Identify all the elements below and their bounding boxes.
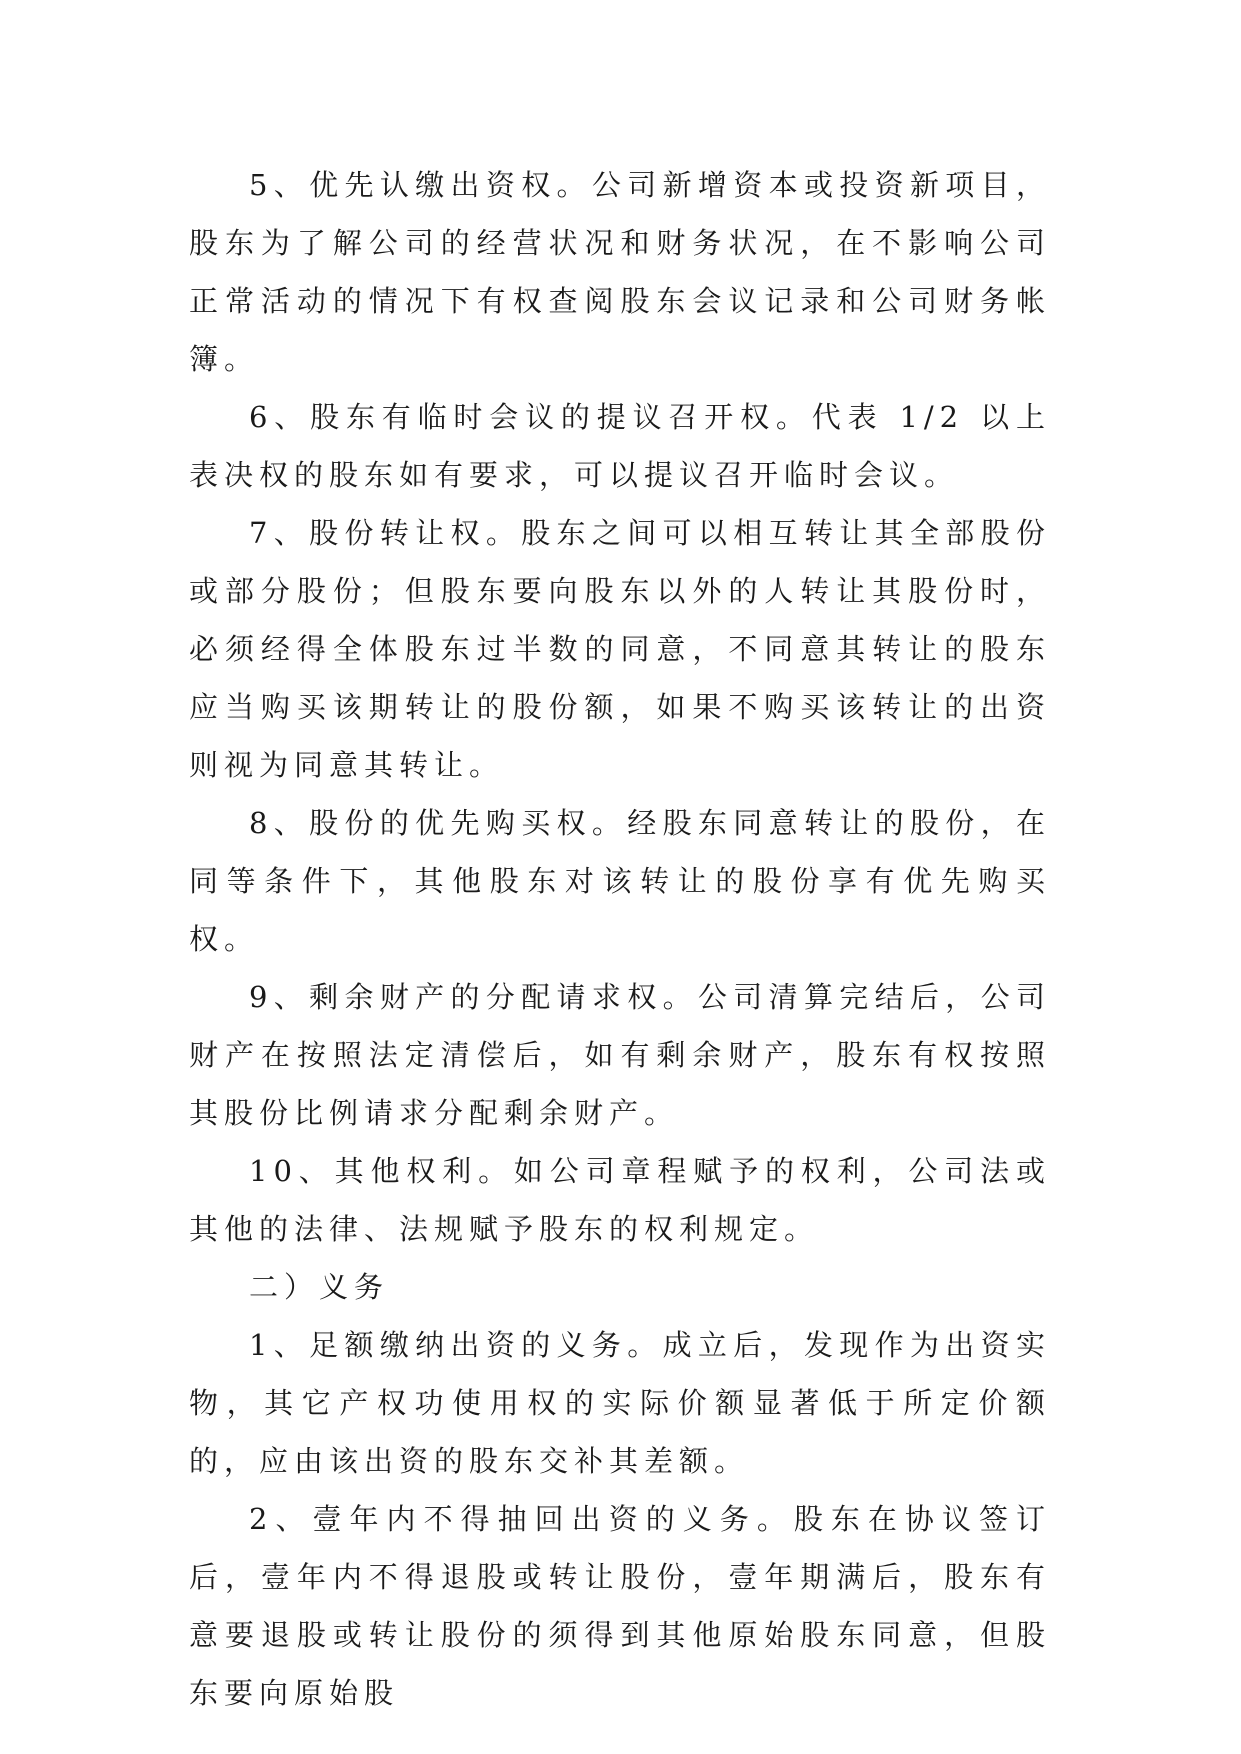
paragraph-obligation-1: 1、足额缴纳出资的义务。成立后，发现作为出资实物，其它产权功使用权的实际价额显著低于所定价额的，应由该出资的股东交补其差额。 (189, 1328, 1051, 1478)
paragraph-right-9: 9、剩余财产的分配请求权。公司清算完结后，公司财产在按照法定清偿后，如有剩余财产，股东有权按照其股份比例请求分配剩余财产。 (189, 980, 1051, 1130)
paragraph-right-5: 5、优先认缴出资权。公司新增资本或投资新项目，股东为了解公司的经营状况和财务状况，在不影响公司正常活动的情况下有权查阅股东会议记录和公司财务帐簿。 (189, 168, 1051, 376)
paragraph-right-10: 10、其他权利。如公司章程赋予的权利，公司法或其他的法律、法规赋予股东的权利规定。 (189, 1154, 1051, 1246)
document-body (189, 156, 1051, 1722)
paragraph-obligation-2: 2、壹年内不得抽回出资的义务。股东在协议签订后，壹年内不得退股或转让股份，壹年期满后，股东有意要退股或转让股份的须得到其他原始股东同意，但股东要向原始股 (189, 1502, 1051, 1710)
paragraph-right-7: 7、股份转让权。股东之间可以相互转让其全部股份或部分股份；但股东要向股东以外的人转让其股份时，必须经得全体股东过半数的同意，不同意其转让的股东应当购买该期转让的股份额，如果不购买该转让的出资则视为同意其转让。 (189, 516, 1051, 782)
section-heading-obligations: 二）义务 (249, 1270, 390, 1304)
paragraph-right-6: 6、股东有临时会议的提议召开权。代表 1/2 以上表决权的股东如有要求，可以提议召开临时会议。 (189, 400, 1051, 492)
paragraph-right-8: 8、股份的优先购买权。经股东同意转让的股份，在同等条件下，其他股东对该转让的股份享有优先购买权。 (189, 806, 1051, 956)
